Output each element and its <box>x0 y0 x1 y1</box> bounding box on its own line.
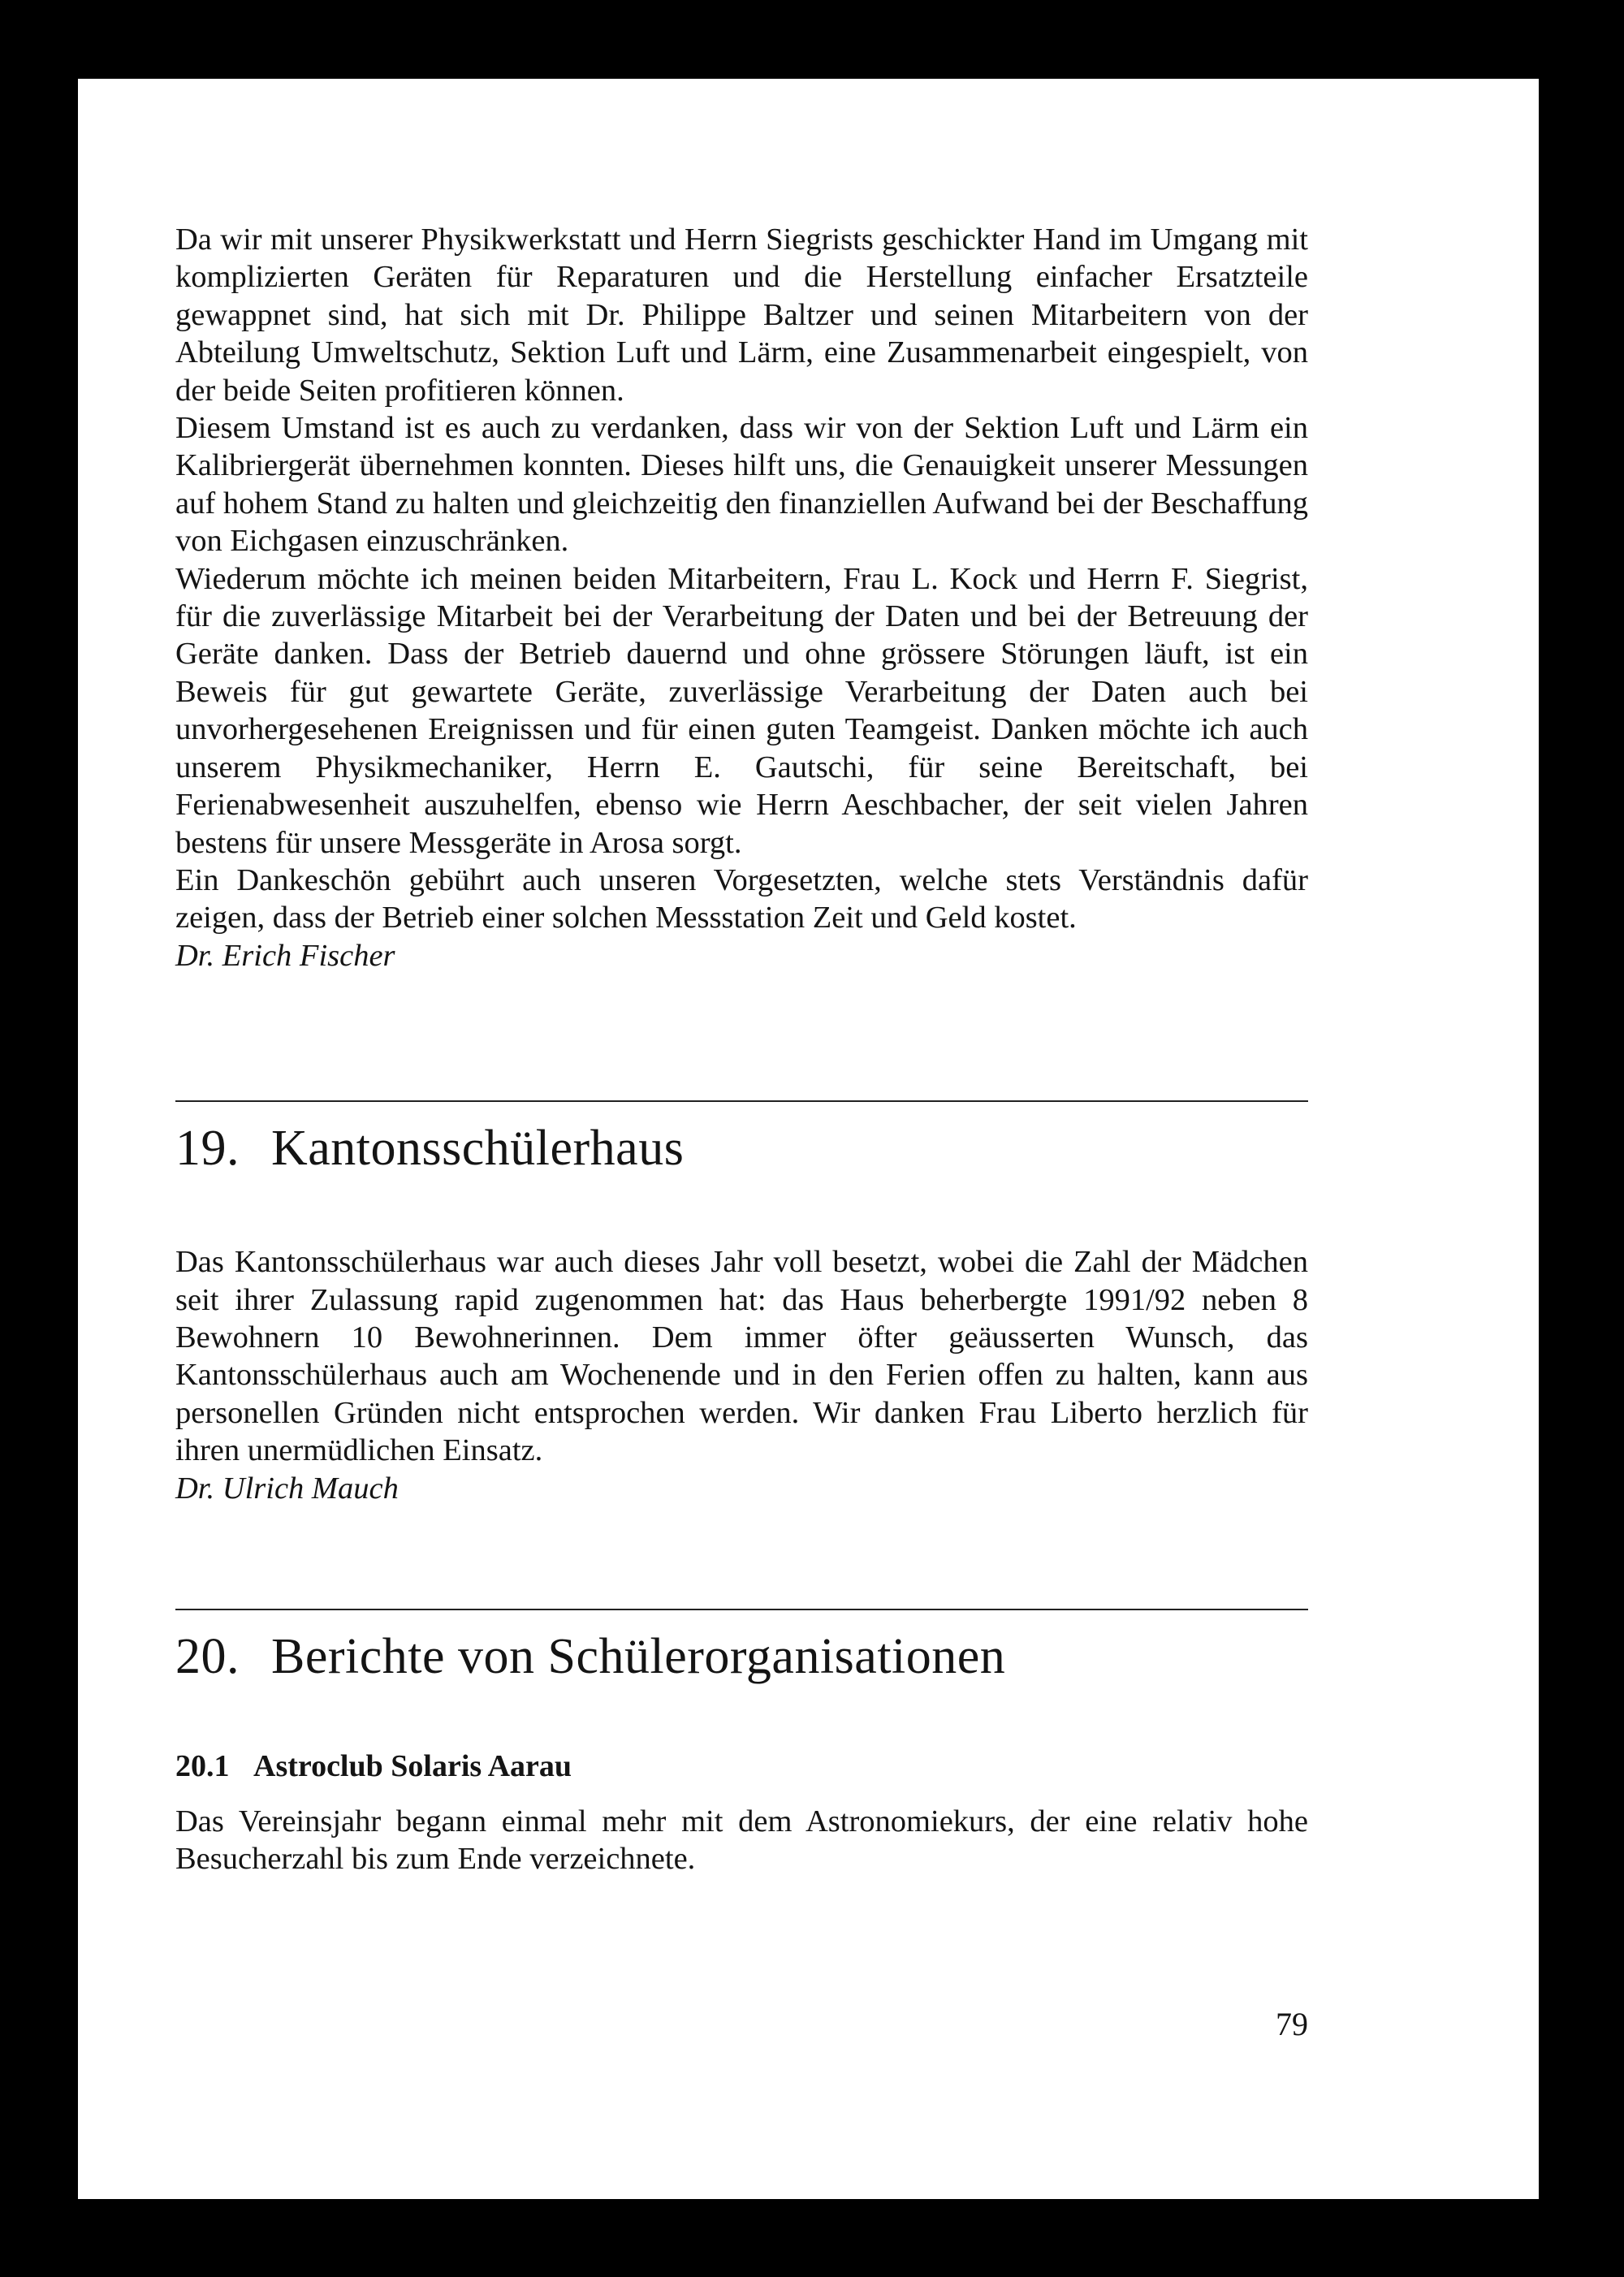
intro-paragraph-2: Diesem Umstand ist es auch zu verdanken, dass wir von der Sektion Luft und Lärm ein Kalibriergerät übernehmen konnten. Dieses hilft uns, die Genauigkeit unserer Messungen auf hohem Stand zu halten und gleichzeitig den finanziellen Aufwand bei der Beschaffung von Eichgasen einzuschränken. <box>175 411 1308 559</box>
subsection-paragraph: Das Vereinsjahr begann einmal mehr mit dem Astronomiekurs, der eine relativ hohe Besucherzahl bis zum Ende verzeichnete. <box>175 1804 1308 1877</box>
intro-paragraph-1: Da wir mit unserer Physikwerkstatt und Herrn Siegrists geschickter Hand im Umgang mit komplizierten Geräten für Reparaturen und die Herstellung einfacher Ersatzteile gewappnet sind, hat sich mit Dr. Philippe Baltzer und seinen Mitarbeitern von der Abteilung Umweltschutz, Sektion Luft und Lärm, eine Zusammenarbeit eingespielt, von der beide Seiten profitieren können. <box>175 223 1308 408</box>
intro-section <box>175 221 1308 974</box>
intro-paragraph-3: Wiederum möchte ich meinen beiden Mitarbeitern, Frau L. Kock und Herrn F. Siegrist, für die zuverlässige Mitarbeit bei der Verarbeitung der Daten und bei der Betreuung der Geräte danken. Dass der Betrieb dauernd und ohne grössere Störungen läuft, ist ein Beweis für gut gewartete Geräte, zuverlässige Verarbeitung der Daten auch bei unvorhergesehenen Ereignissen und für einen guten Teamgeist. Danken möchte ich auch unserem Physikmechaniker, Herrn E. Gautschi, für seine Bereitschaft, bei Ferienabwesenheit auszuhelfen, ebenso wie Herrn Aeschbacher, der seit vielen Jahren bestens für unsere Messgeräte in Arosa sorgt. <box>175 561 1308 860</box>
intro-paragraph-4: Ein Dankeschön gebührt auch unseren Vorgesetzten, welche stets Verständnis dafür zeigen, dass der Betrieb einer solchen Messstation Zeit und Geld kostet. <box>175 862 1308 935</box>
section-19-paragraph: Das Kantonsschülerhaus war auch dieses Jahr voll besetzt, wobei die Zahl der Mädchen seit ihrer Zulassung rapid zugenommen hat: das Haus beherbergte 1991/92 neben 8 Bewohnern 10 Bewohnerinnen. Dem immer öfter geäusserten Wunsch, das Kantonsschülerhaus auch am Wochenende und in den Ferien offen zu halten, kann aus personellen Gründen nicht entsprochen werden. Wir danken Frau Liberto herzlich für ihren unermüdlichen Einsatz. <box>175 1245 1308 1468</box>
section-number-20: 20. <box>175 1628 240 1684</box>
section-divider-19 <box>175 1100 1308 1102</box>
intro-signature: Dr. Erich Fischer <box>175 938 395 973</box>
section-19-signature: Dr. Ulrich Mauch <box>175 1471 399 1506</box>
section-number-19: 19. <box>175 1121 240 1177</box>
subsection-body <box>175 1803 1308 1878</box>
section-title-19: Kantonsschülerhaus <box>271 1121 685 1177</box>
subsection-heading-20-1 <box>175 1748 1308 1785</box>
section-title-20: Berichte von Schülerorganisationen <box>271 1628 1006 1684</box>
subsection-number: 20.1 <box>175 1748 230 1783</box>
document-page <box>78 79 1539 2199</box>
subsection-title: Astroclub Solaris Aarau <box>253 1748 572 1783</box>
section-divider-20 <box>175 1609 1308 1610</box>
section-19-body <box>175 1243 1308 1507</box>
page-content <box>175 221 1308 1878</box>
section-heading-19 <box>175 1119 1308 1177</box>
section-heading-20 <box>175 1627 1308 1686</box>
page-number: 79 <box>1276 2006 1308 2042</box>
